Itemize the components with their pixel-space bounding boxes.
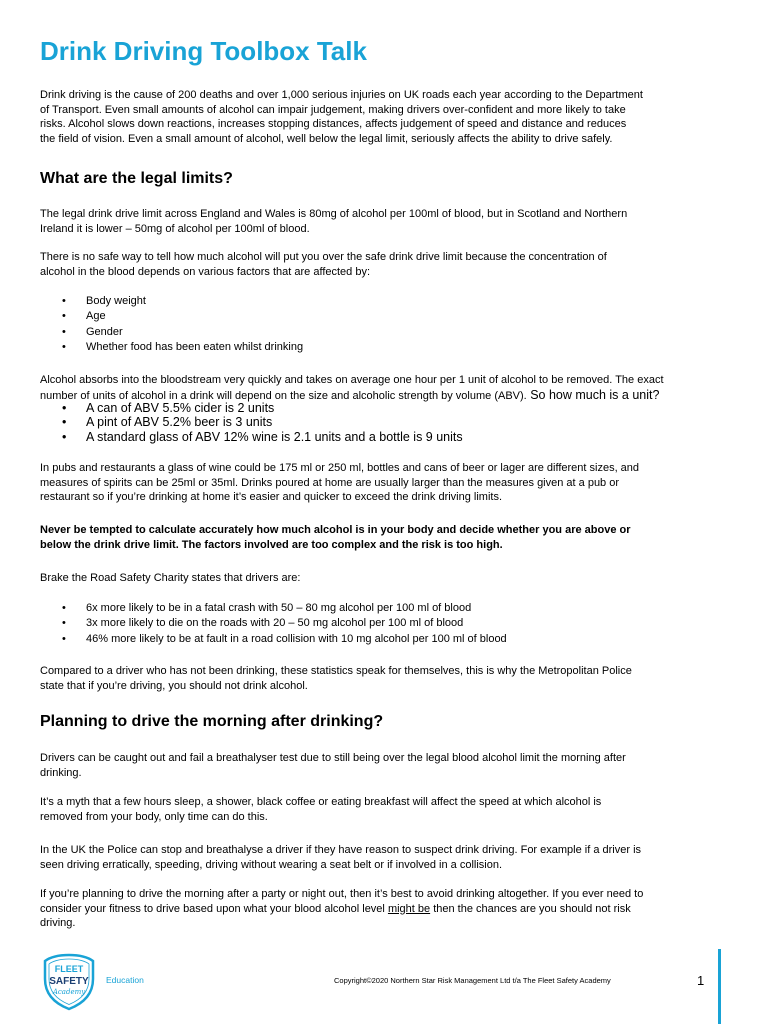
planning-line-1: If you’re planning to drive the morning after a party or night out, then it’s best to avoid drinking altogether. If you ever need to: [40, 888, 644, 900]
units-list: [62, 401, 463, 444]
police-stop-paragraph: In the UK the Police can stop and breathalyse a driver if they have reason to suspect drink driving. For example if a driver is seen driving erratically, speeding, driving without wearing a seat belt or if involved in a collision.: [40, 844, 642, 871]
logo-text-academy: Academy: [52, 988, 86, 996]
brake-paragraph: Brake the Road Safety Charity states that drivers are:: [40, 572, 301, 584]
planning-paragraph: [40, 887, 643, 931]
absorption-line-2: number of units of alcohol in a drink will depend on the size and alcoholic strength by volume (ABV).: [40, 389, 527, 402]
police-paragraph: Compared to a driver who has not been drinking, these statistics speak for themselves, this is why the Metropolitan Police state that if you’re driving, you should not drink alcohol.: [40, 665, 632, 692]
might-be-underlined: might be: [387, 902, 431, 915]
unit-question: So how much is a unit?: [526, 387, 660, 402]
list-item: • Gender: [62, 325, 303, 340]
page-footer: [0, 945, 768, 1024]
footer-accent-bar: [718, 949, 721, 1024]
legal-limit-paragraph: The legal drink drive limit across England and Wales is 80mg of alcohol per 100ml of blood, but in Scotland and Northern Ireland it is lower – 50mg of alcohol per 100ml of blood.: [40, 208, 628, 235]
myth-paragraph: It’s a myth that a few hours sleep, a shower, black coffee or eating breakfast will affect the speed at which alcohol is removed from your body, only time can do this.: [40, 796, 602, 823]
intro-paragraph: Drink driving is the cause of 200 deaths and over 1,000 serious injuries on UK roads each year according to the Department of Transport. Even small amounts of alcohol can impair judgement, making drivers over-confident and more likely to take risks. Alcohol slows down reactions, increases stopping distances, affects judgement of speed and distance and reduces the field of vision. Even a small amount of alcohol, well below the legal limit, seriously affects the ability to drive safely.: [40, 89, 643, 145]
list-item: • A can of ABV 5.5% cider is 2 units: [62, 401, 463, 415]
caught-out-paragraph: Drivers can be caught out and fail a breathalyser test due to still being over the legal blood alcohol limit the morning after drinking.: [40, 752, 626, 779]
list-item: • Body weight: [62, 294, 303, 309]
list-item: • 3x more likely to die on the roads with 20 – 50 mg alcohol per 100 ml of blood: [62, 616, 507, 631]
absorption-paragraph: [40, 373, 664, 403]
factors-list: [62, 294, 303, 355]
planning-line-3: driving.: [40, 917, 76, 930]
absorption-line-1: Alcohol absorbs into the bloodstream very quickly and takes on average one hour per 1 unit of alcohol to be removed. The exact: [40, 374, 664, 386]
list-item: • Whether food has been eaten whilst drinking: [62, 340, 303, 355]
morning-after-heading: Planning to drive the morning after drinking?: [40, 713, 384, 730]
logo-text-safety: SAFETY: [49, 976, 89, 987]
fleet-safety-academy-logo: [42, 953, 96, 1011]
page-title: Drink Driving Toolbox Talk: [40, 36, 367, 66]
list-item: • A pint of ABV 5.2% beer is 3 units: [62, 415, 463, 429]
no-safe-way-paragraph: There is no safe way to tell how much alcohol will put you over the safe drink drive limit because the concentration of alcohol in the blood depends on various factors that are affected by:: [40, 251, 607, 278]
list-item: • 6x more likely to be in a fatal crash with 50 – 80 mg alcohol per 100 ml of blood: [62, 601, 507, 616]
stats-list: [62, 601, 507, 647]
list-item: • 46% more likely to be at fault in a road collision with 10 mg alcohol per 100 ml of blood: [62, 632, 507, 647]
legal-limits-heading: What are the legal limits?: [40, 170, 233, 187]
list-item: • A standard glass of ABV 12% wine is 2.1 units and a bottle is 9 units: [62, 430, 463, 444]
planning-line-2-end: then the chances are you should not risk: [430, 902, 631, 915]
education-label: Education: [106, 975, 144, 985]
warning-paragraph: Never be tempted to calculate accurately how much alcohol is in your body and decide whether you are above or below the drink drive limit. The factors involved are too complex and the risk is too high.: [40, 524, 631, 551]
logo-text-fleet: FLEET: [54, 964, 84, 974]
list-item: • Age: [62, 309, 303, 324]
measures-paragraph: In pubs and restaurants a glass of wine could be 175 ml or 250 ml, bottles and cans of beer or lager are different sizes, and measures of spirits can be 25ml or 35ml. Drinks poured at home are usually larger than the measures given at a pub or restaurant so if you’re drinking at home it’s easier and quicker to exceed the drink driving limits.: [40, 462, 640, 504]
page-number: 1: [697, 973, 705, 988]
planning-line-2: consider your fitness to drive based upon what your blood alcohol level: [40, 902, 388, 915]
copyright-text: Copyright©2020 Northern Star Risk Management Ltd t/a The Fleet Safety Academy: [334, 976, 611, 985]
